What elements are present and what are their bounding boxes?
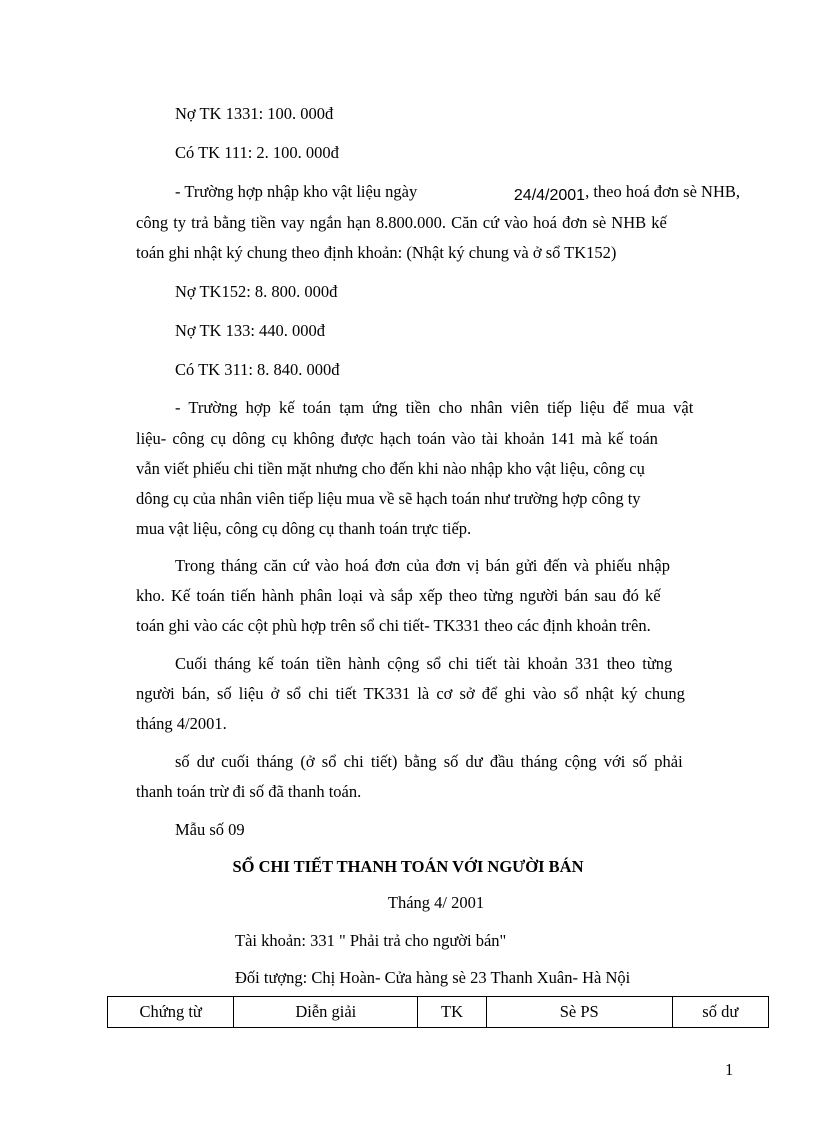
- ledger-title: SỔ CHI TIẾT THANH TOÁN VỚI NGƯỜI BÁN: [232, 857, 584, 876]
- ledger-month: Tháng 4/ 2001: [387, 893, 485, 912]
- paragraph-2-line-4: dông cụ của nhân viên tiếp liệu mua về sẽ hạch toán như trường hợp công ty: [136, 489, 641, 508]
- ledger-subject: Đối tượng: Chị Hoàn- Cửa hàng sè 23 Thanh Xuân- Hà Nội: [235, 968, 631, 987]
- entry-debit-152: Nợ TK152: 8. 800. 000đ: [175, 282, 338, 301]
- entry-debit-1331: Nợ TK 1331: 100. 000đ: [175, 104, 334, 123]
- ledger-header-row: [108, 997, 769, 1028]
- paragraph-4-line-1: Cuối tháng kế toán tiền hành cộng sổ chi tiết tài khoản 331 theo từng: [175, 654, 673, 673]
- form-number: Mẫu số 09: [175, 820, 245, 839]
- paragraph-5-line-1: số dư cuối tháng (ở sổ chi tiết) bằng số dư đầu tháng cộng với số phải: [175, 752, 683, 771]
- paragraph-1-text: - Trường hợp nhập kho vật liệu ngày: [175, 182, 418, 201]
- paragraph-1-line-1: [175, 182, 740, 203]
- ledger-table: [107, 996, 769, 1028]
- paragraph-1-line-3: toán ghi nhật ký chung theo định khoản: (Nhật ký chung và ở sổ TK152): [136, 243, 617, 262]
- paragraph-2-line-3: vẫn viết phiếu chi tiền mặt nhưng cho đến khi nào nhập kho vật liệu, công cụ: [136, 459, 645, 478]
- paragraph-1-line-2: công ty trả bằng tiền vay ngắn hạn 8.800.000. Căn cứ vào hoá đơn sè NHB kế: [136, 213, 667, 232]
- paragraph-2-line-2: liệu- công cụ dông cụ không được hạch toán vào tài khoản 141 mà kế toán: [136, 429, 658, 448]
- entry-credit-111: Có TK 111: 2. 100. 000đ: [175, 143, 339, 162]
- paragraph-4-line-2: người bán, số liệu ở sổ chi tiết TK331 là cơ sở để ghi vào sổ nhật ký chung: [136, 684, 685, 703]
- page-number: 1: [725, 1060, 734, 1079]
- paragraph-4-line-3: tháng 4/2001.: [136, 714, 227, 733]
- paragraph-2-line-1: - Trường hợp kế toán tạm ứng tiền cho nhân viên tiếp liệu để mua vật: [175, 398, 694, 417]
- header-balance: số dư: [672, 997, 768, 1028]
- paragraph-5-line-2: thanh toán trừ đi số đã thanh toán.: [136, 782, 362, 801]
- header-amount-incurred: Sè PS: [486, 997, 672, 1028]
- paragraph-1-date-group: [514, 182, 740, 203]
- paragraph-1-date: 24/4/2001: [513, 187, 586, 204]
- paragraph-2-line-5: mua vật liệu, công cụ dông cụ thanh toán trực tiếp.: [136, 519, 472, 538]
- entry-credit-311: Có TK 311: 8. 840. 000đ: [175, 360, 340, 379]
- ledger-account: Tài khoản: 331 " Phải trả cho người bán": [235, 931, 507, 950]
- header-account: TK: [418, 997, 487, 1028]
- header-description: Diễn giải: [234, 997, 418, 1028]
- paragraph-1-text-after-date: , theo hoá đơn sè NHB,: [585, 182, 740, 201]
- header-voucher: Chứng từ: [108, 997, 234, 1028]
- paragraph-3-line-2: kho. Kế toán tiến hành phân loại và sắp xếp theo từng người bán sau đó kế: [136, 586, 661, 605]
- paragraph-3-line-1: Trong tháng căn cứ vào hoá đơn của đơn vị bán gửi đến và phiếu nhập: [175, 556, 670, 575]
- paragraph-3-line-3: toán ghi vào các cột phù hợp trên sổ chi tiết- TK331 theo các định khoản trên.: [136, 616, 651, 635]
- entry-debit-133: Nợ TK 133: 440. 000đ: [175, 321, 326, 340]
